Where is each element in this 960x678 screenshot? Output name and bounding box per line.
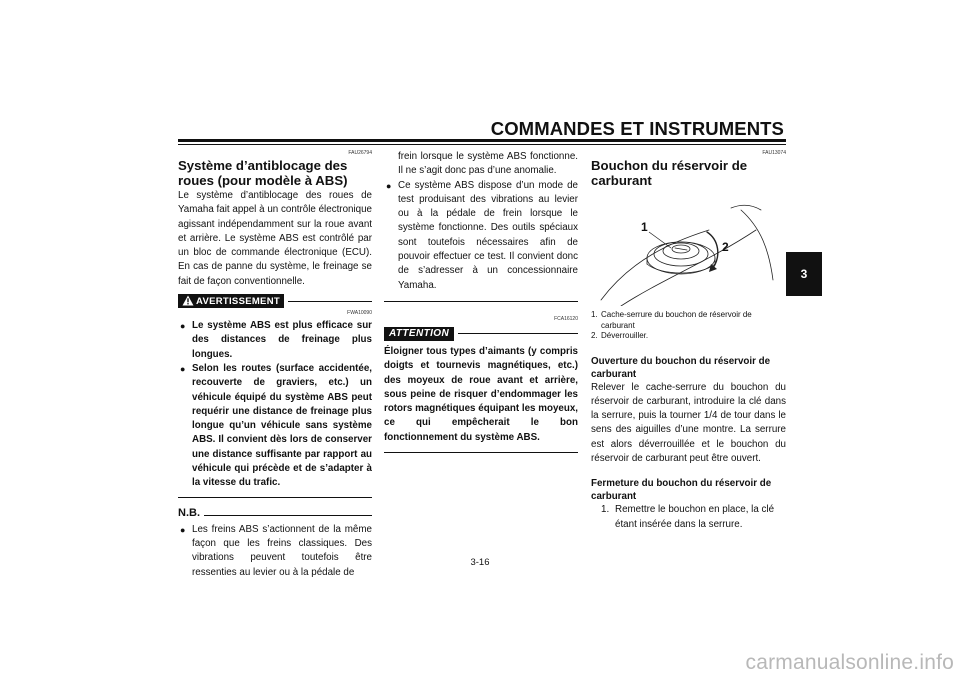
attention-code: FCA16120 bbox=[554, 315, 578, 322]
close-step bbox=[591, 503, 786, 532]
figure-caption bbox=[591, 310, 786, 331]
warning-triangle-icon bbox=[182, 295, 194, 306]
open-cap-text: Relever le cache-serrure du bouchon du réservoir de carburant, introduire la clé dans la serrure, puis la tourner 1/4 de tour dans le sens des aiguilles d’une montre. La serrure est alors déverrouillée et le bouchon du réservoir de carburant peut être ouvert. bbox=[591, 381, 786, 464]
header-rule-thin bbox=[178, 144, 786, 145]
watermark: carmanualsonline.info bbox=[745, 651, 954, 674]
attention-label: ATTENTION bbox=[384, 327, 454, 341]
attention-text: Éloigner tous types d’aimants (y compris doigts et tournevis magnétiques, etc.) des moyeux de roue avant et arrière, sous peine de risquer d’endommager les rotors magnétiques équipant les moyeux, ce qui empêcherait le bon fonctionnement du système ABS. bbox=[384, 345, 578, 443]
attention-end-rule bbox=[384, 452, 578, 453]
figure-label-1: 1 bbox=[641, 220, 648, 234]
caption-number: 2. bbox=[591, 331, 598, 340]
abs-intro-text: Le système d’antiblocage des roues de Yamaha fait appel à un contrôle électronique agissant indépendamment sur la roue avant et arrière. Le système ABS est contrôlé par un bloc de commande électronique (ECU). En cas de panne du système, le freinage se fait de façon conventionnelle. bbox=[178, 190, 372, 287]
step-number: 1. bbox=[601, 504, 610, 516]
section-heading-abs: Système d’antiblocage des roues (pour modèle à ABS) bbox=[178, 158, 348, 188]
figure-label-2: 2 bbox=[722, 240, 729, 254]
warning-end-rule bbox=[178, 497, 372, 498]
nb-list-2 bbox=[384, 179, 578, 293]
page-header-title: COMMANDES ET INSTRUMENTS bbox=[490, 118, 784, 139]
section-code: FAU26794 bbox=[348, 150, 372, 156]
section-code: FAU13074 bbox=[762, 150, 786, 156]
attention-rule bbox=[458, 333, 578, 334]
caption-text: Déverrouiller. bbox=[601, 331, 649, 340]
fuel-tank-cap-drawing bbox=[591, 190, 786, 306]
caption-text: Cache-serrure du bouchon de réservoir de carburant bbox=[601, 310, 752, 330]
column-3 bbox=[591, 150, 786, 532]
fuel-cap-illustration bbox=[591, 190, 786, 306]
nb-item-continued: frein lorsque le système ABS fonctionne. Il ne s’agit donc pas d’une anomalie. bbox=[398, 151, 578, 177]
nb-end-rule bbox=[384, 301, 578, 302]
nb-item: ● Les freins ABS s’actionnent de la même façon que les freins classiques. Des vibrations peuvent toutefois être ressenties au levier ou à la pédale de bbox=[178, 523, 372, 580]
warning-label: AVERTISSEMENT bbox=[196, 295, 280, 307]
header-rule-thick bbox=[178, 139, 786, 142]
nb-banner bbox=[178, 507, 372, 519]
caption-number: 1. bbox=[591, 310, 598, 319]
step-text: Remettre le bouchon en place, la clé étant insérée dans la serrure. bbox=[615, 504, 775, 530]
warning-label-box bbox=[178, 294, 284, 308]
warning-banner bbox=[178, 294, 372, 308]
open-cap-title: Ouverture du bouchon du réservoir de carburant bbox=[591, 355, 771, 380]
section-heading-fuel-cap: Bouchon du réservoir de carburant bbox=[591, 158, 748, 188]
figure-caption bbox=[591, 331, 786, 342]
warning-code: FWA10090 bbox=[347, 310, 372, 317]
warning-item: ● Le système ABS est plus efficace sur des distances de freinage plus longues. bbox=[178, 319, 372, 362]
warning-item: ● Selon les routes (surface accidentée, recouverte de graviers, etc.) un véhicule équipé du système ABS peut requérir une distance de freinage plus longue qu’un véhicule sans système ABS. Il convient dès lors de conserver une distance suffisante par rapport au véhicule qui précède et de s’adapter à la vitesse du trafic. bbox=[178, 362, 372, 491]
nb-item: ● Ce système ABS dispose d’un mode de test produisant des vibrations au levier ou à la pédale de frein lorsque le système fonctionne. Des outils spéciaux sont toutefois nécessaires afin de pouvoir effectuer ce test. Il convient donc de s’adresser à un concessionnaire Yamaha. bbox=[384, 179, 578, 293]
warning-list bbox=[178, 319, 372, 491]
nb-rule bbox=[204, 515, 372, 516]
warning-rule bbox=[288, 301, 372, 302]
nb-label: N.B. bbox=[178, 506, 200, 519]
chapter-tab: 3 bbox=[786, 252, 822, 296]
close-cap-title: Fermeture du bouchon du réservoir de carburant bbox=[591, 478, 772, 503]
column-2 bbox=[384, 150, 578, 453]
column-1 bbox=[178, 150, 372, 580]
nb-list bbox=[178, 523, 372, 580]
page-number: 3-16 bbox=[470, 557, 490, 568]
attention-banner bbox=[384, 327, 578, 341]
